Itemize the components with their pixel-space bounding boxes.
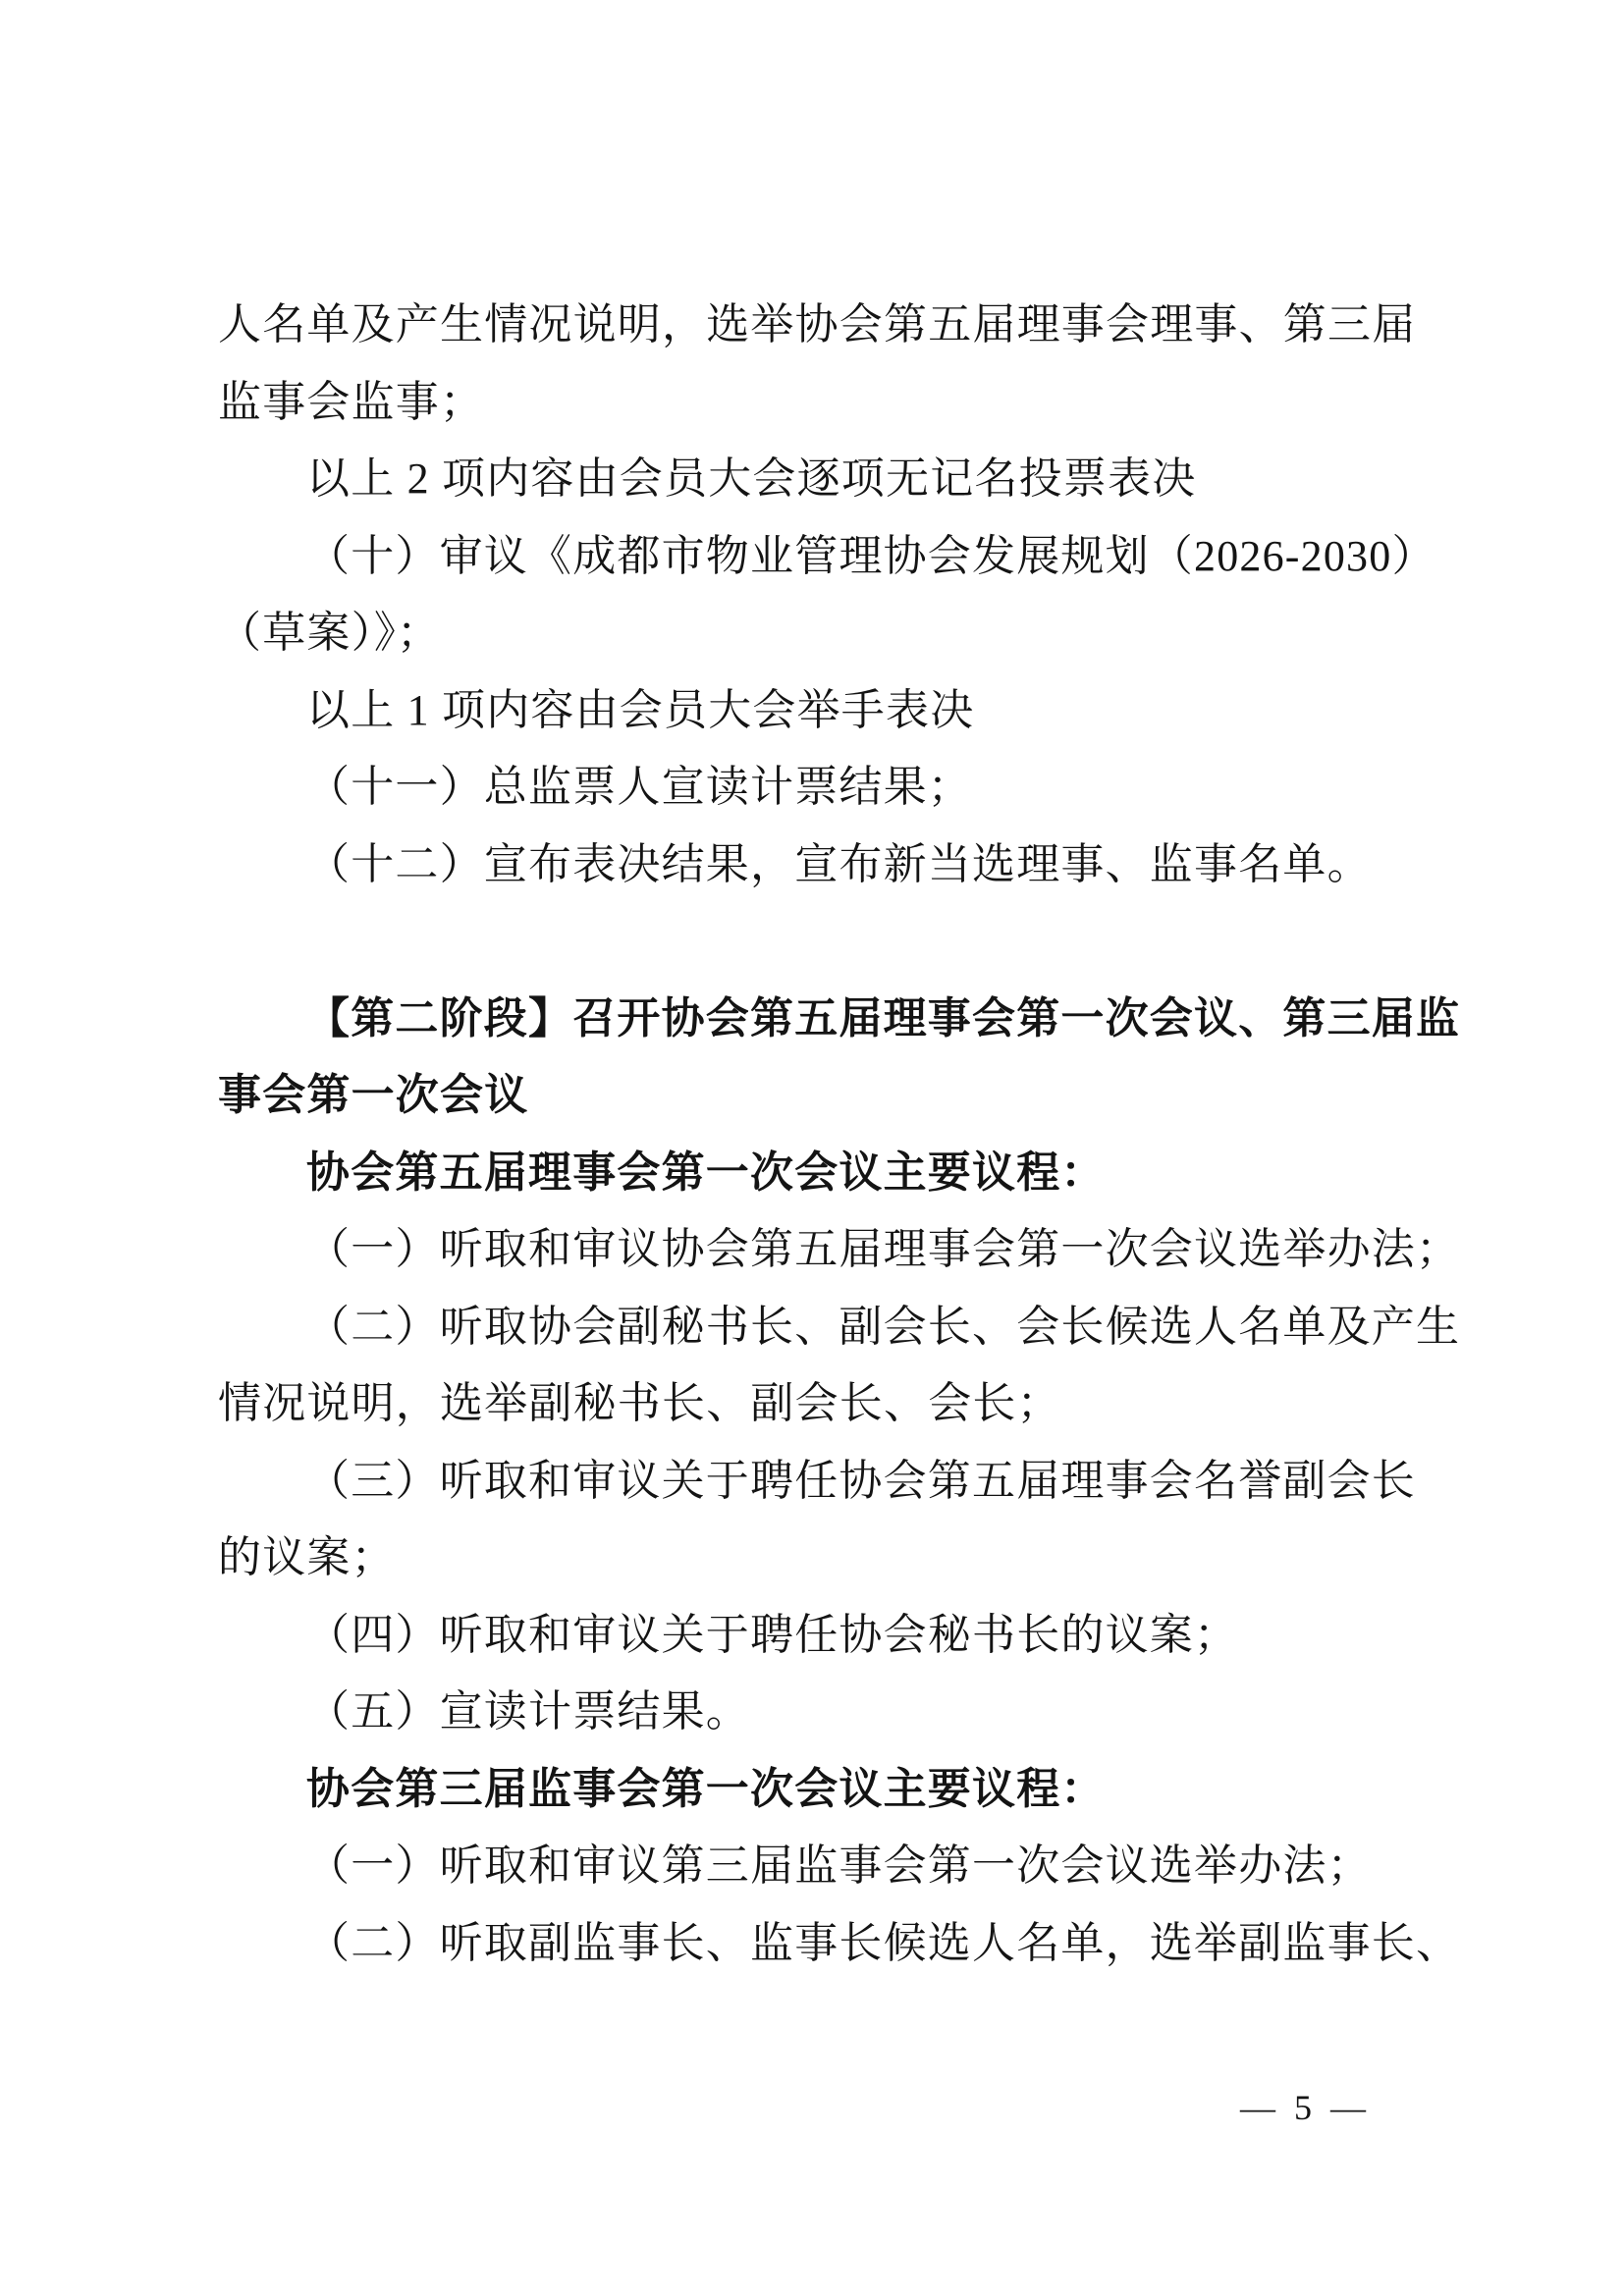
text-line: （五）宣读计票结果。 xyxy=(306,1687,750,1735)
text-line: （三）听取和审议关于聘任协会第五届理事会名誉副会长 xyxy=(306,1456,1416,1505)
blank-line xyxy=(218,903,1418,981)
text-line: （四）听取和审议关于聘任协会秘书长的议案； xyxy=(306,1610,1239,1659)
text-line: （十二）宣布表决结果，宣布新当选理事、监事名单。 xyxy=(306,839,1372,888)
text-line: 协会第三届监事会第一次会议主要议程： xyxy=(306,1764,1106,1813)
text-line: 以上 2 项内容由会员大会逐项无记名投票表决 xyxy=(306,454,1197,503)
text-line: （一）听取和审议第三届监事会第一次会议选举办法； xyxy=(306,1842,1372,1890)
text-line: 人名单及产生情况说明，选举协会第五届理事会理事、第三届 xyxy=(218,300,1417,348)
text-line: 事会第一次会议 xyxy=(218,1071,529,1119)
text-line: 以上 1 项内容由会员大会举手表决 xyxy=(306,685,975,734)
text-line: （草案）》； xyxy=(218,609,442,657)
text-line: 协会第五届理事会第一次会议主要议程： xyxy=(306,1148,1106,1197)
text-line: （二）听取副监事长、监事长候选人名单，选举副监事长、 xyxy=(306,1918,1461,1967)
text-line: 【第二阶段】召开协会第五届理事会第一次会议、第三届监 xyxy=(306,993,1461,1042)
page-number: — 5 — xyxy=(1240,2088,1371,2127)
text-line: 情况说明，选举副秘书长、副会长、会长； xyxy=(218,1379,1061,1427)
text-line: （二）听取协会副秘书长、副会长、会长候选人名单及产生 xyxy=(306,1302,1461,1351)
text-line: 监事会监事； xyxy=(218,377,485,426)
text-line: 的议案； xyxy=(218,1533,396,1581)
document-body xyxy=(218,287,1461,1982)
text-line: （一）听取和审议协会第五届理事会第一次会议选举办法； xyxy=(306,1225,1461,1273)
text-line: （十）审议《成都市物业管理协会发展规划（2026-2030） xyxy=(306,531,1436,580)
text-line: （十一）总监票人宣读计票结果； xyxy=(306,763,972,811)
